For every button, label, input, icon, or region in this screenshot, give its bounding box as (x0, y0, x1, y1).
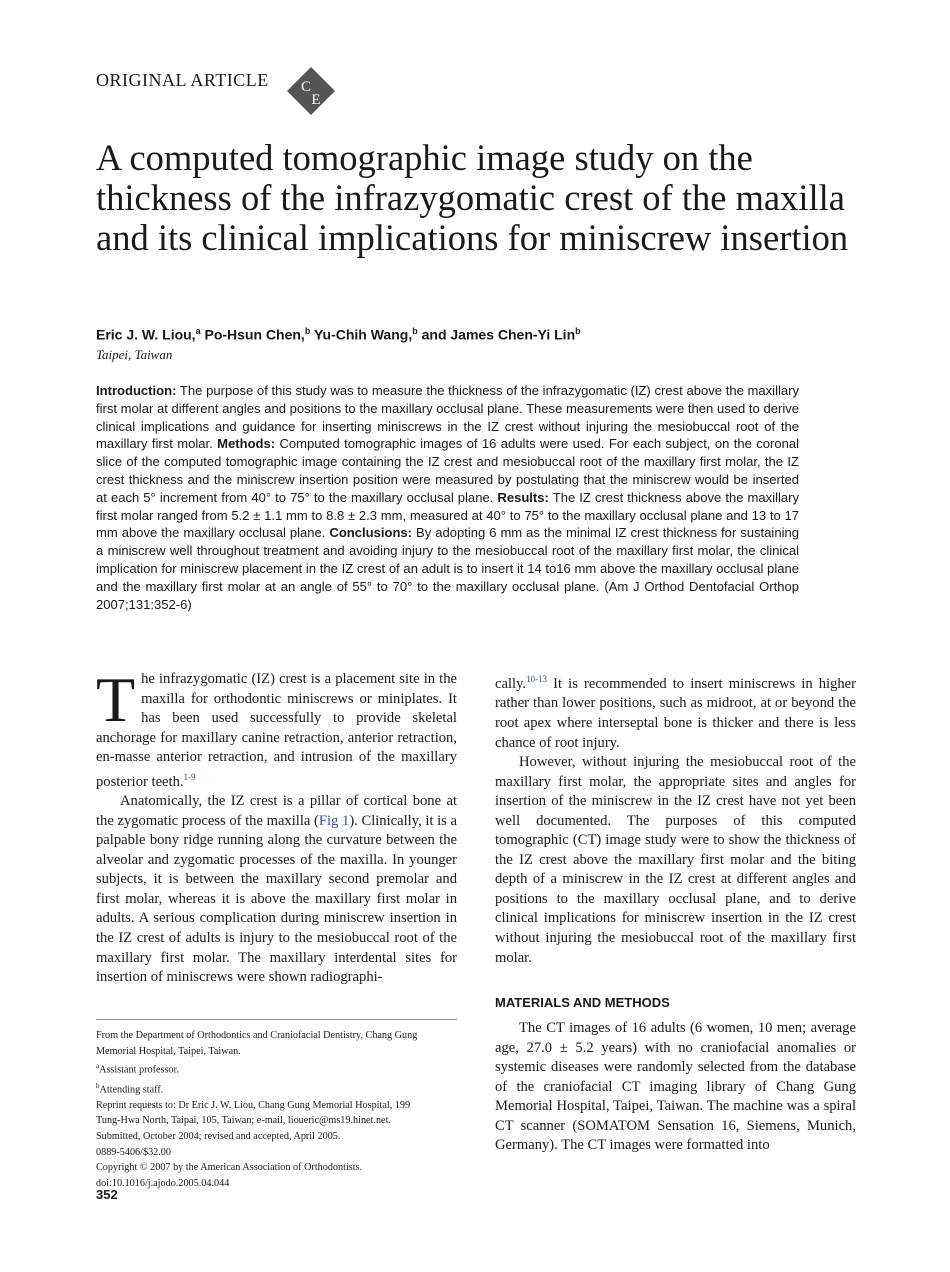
author-affiliation: b (412, 326, 418, 336)
footnote-line[interactable]: doi:10.1016/j.ajodo.2005.04.044 (96, 1178, 230, 1190)
footnote-line (96, 1079, 466, 1098)
body-paragraph: The CT images of 16 adults (6 women, 10 men; average age, 27.0 ± 5.2 years) with no craniofacial anomalies or systemic diseases were randomly selected from the database of the craniofacial CT imaging library of Chang Gung Memorial Hospital, Taipei, Taiwan. The machine was a spiral CT scanner (SOMATOM Sensation 16, Siemens, Munich, Germany). The CT images were formatted into (495, 1020, 856, 1154)
author-name: Yu-Chih Wang, (313, 326, 413, 343)
body-paragraph (96, 664, 457, 792)
citation-link[interactable]: 1-9 (183, 771, 196, 782)
author-location: Taipei, Taiwan (96, 347, 173, 362)
section-heading: MATERIALS AND METHODS (495, 995, 670, 1010)
footnote-line: Reprint requests to: Dr Eric J. W. Liou, Chang Gung Memorial Hospital, 199 (96, 1099, 411, 1111)
footnote-line: Submitted, October 2004; revised and accepted, April 2005. (96, 1131, 341, 1142)
abstract-methods: Computed tomographic images of 16 adults were used. For each subject, on the coronal slice of the computed tomographic image containing the IZ crest and mesiobuccal root of the maxillary first molar, the IZ crest thickness and the miniscrew insertion position were measured by postulating that the miniscrew would be inserted at each 5° increment from 40° to 75° to the maxillary occlusal plane. (96, 436, 800, 505)
footnote-mark: a (96, 1062, 100, 1071)
footnote-line: Copyright © 2007 by the American Association of Orthodontists. (96, 1162, 363, 1174)
author-affiliation: b (304, 326, 311, 336)
abstract-intro-label: Introduction: (96, 383, 177, 398)
body-column-right-lower (495, 1019, 856, 1156)
abstract-intro: The purpose of this study was to measure the thickness of the infrazygomatic (IZ) crest above the maxillary first molar at different angles and positions to the maxillary occlusal plane. These measurements were then used to derive clinical implications and guidance for inserting miniscrews in the IZ crest without injuring the mesiobuccal root of the maxillary first molar. (96, 383, 799, 452)
footnote-line: Memorial Hospital, Taipei, Taiwan. (96, 1045, 241, 1057)
footnotes (96, 1028, 466, 1192)
author-name: and James Chen-Yi Lin (421, 326, 576, 343)
section-label: ORIGINAL ARTICLE (96, 70, 269, 90)
author-affiliation: b (575, 326, 581, 336)
footnote-line: From the Department of Orthodontics and Craniofacial Dentistry, Chang Gung (96, 1030, 418, 1041)
body-paragraph (495, 670, 856, 753)
abstract-results-label: Results: (497, 489, 549, 505)
footnote-text: Assistant professor. (99, 1064, 179, 1076)
citation-link[interactable]: 10-13 (526, 674, 548, 684)
author-affiliation: a (195, 326, 201, 336)
footnote-line (96, 1059, 466, 1078)
paragraph-text: It is recommended to insert miniscrews in higher rather than lower positions, such as midroot, at or beyond the root apex where interseptal bone is thicker and there is less chance of root injury. (495, 675, 856, 751)
author-name: Eric J. W. Liou, (96, 326, 196, 343)
body-paragraph (96, 792, 457, 987)
drop-cap: T (96, 664, 136, 735)
author-name: Po-Hsun Chen, (204, 326, 305, 343)
paragraph-text: he infrazygomatic (IZ) crest is a placement site in the maxilla for orthodontic miniscrews or miniplates. It has been used successfully to provide skeletal anchorage for maxillary canine retraction, anterior retraction, en-masse anterior retraction, and intrusion of the maxillary posterior teeth. (96, 671, 457, 790)
article-title: A computed tomographic image study on the thickness of the infrazygomatic crest of the maxilla and its clinical implications for miniscrew insertion (96, 137, 849, 258)
paragraph-text: cally. (495, 675, 527, 692)
body-column-right (495, 670, 856, 968)
footnote-text: Attending staff. (99, 1083, 164, 1095)
figure-link[interactable]: Fig 1 (318, 812, 350, 829)
abstract-conclusions-label: Conclusions: (329, 525, 413, 541)
footnote-divider (96, 1019, 457, 1020)
footnote-line: Tung-Hwa North, Taipai, 105, Taiwan; e-mail, lioueric@ms19.hinet.net. (96, 1115, 391, 1127)
ce-badge-icon (286, 66, 336, 116)
abstract-results: The IZ crest thickness above the maxillary first molar ranged from 5.2 ± 1.1 mm to 8.8 ± 2.3 mm, measured at 40° to 75° to the maxillary occlusal plane and 13 to 17 mm above the maxillary occlusal plane. (96, 489, 800, 541)
paragraph-text: Anatomically, the IZ crest is a pillar of cortical bone at the zygomatic process of the maxilla ( (96, 793, 457, 829)
abstract-conclusions: By adopting 6 mm as the minimal IZ crest thickness for sustaining a miniscrew well throughout treatment and avoiding injury to the mesiobuccal root of the maxillary first molar, the clinical implication for miniscrew placement in the IZ crest of an adult is to insert it 14 to16 mm above the maxillary occlusal plane and the maxillary first molar at an angle of 55° to 70° to the maxillary occlusal plane. (Am J Orthod Dentofacial Orthop 2007;131:352-6) (96, 525, 800, 612)
paragraph-text: ). Clinically, it is a palpable bony ridge running along the curvature between the alveolar and zygomatic processes of the maxilla. In younger subjects, it is between the maxillary second premolar and first molar, whereas it is above the maxillary first molar in adults. A serious complication during miniscrew insertion in the IZ crest of adults is injury to the mesiobuccal root of the maxillary first molar. The maxillary interdental sites for insertion of miniscrews were shown radiographi- (96, 812, 457, 986)
page-number: 352 (96, 1187, 118, 1202)
abstract-methods-label: Methods: (217, 436, 276, 452)
abstract (96, 382, 799, 613)
footnote-line: 0889-5406/$32.00 (96, 1146, 171, 1158)
body-paragraph: However, without injuring the mesiobuccal root of the maxillary first molar, the appropriate sites and angles for insertion of the miniscrew in the IZ crest have not yet been well documented. The purposes of this computed tomographic (CT) image study were to show the thickness of the IZ crest above the maxillary first molar and the biting depth of a miniscrew in the IZ crest at different angles and positions to the maxillary occlusal plane, and to derive clinical implications for miniscrew insertion in the IZ crest without injuring the mesiobuccal root of the maxillary first molar. (495, 754, 856, 966)
footnote-mark: b (96, 1081, 100, 1090)
badge-letter-c: C (300, 79, 312, 95)
body-column-left (96, 664, 457, 988)
author-list (96, 326, 856, 343)
badge-letter-e: E (311, 92, 321, 108)
